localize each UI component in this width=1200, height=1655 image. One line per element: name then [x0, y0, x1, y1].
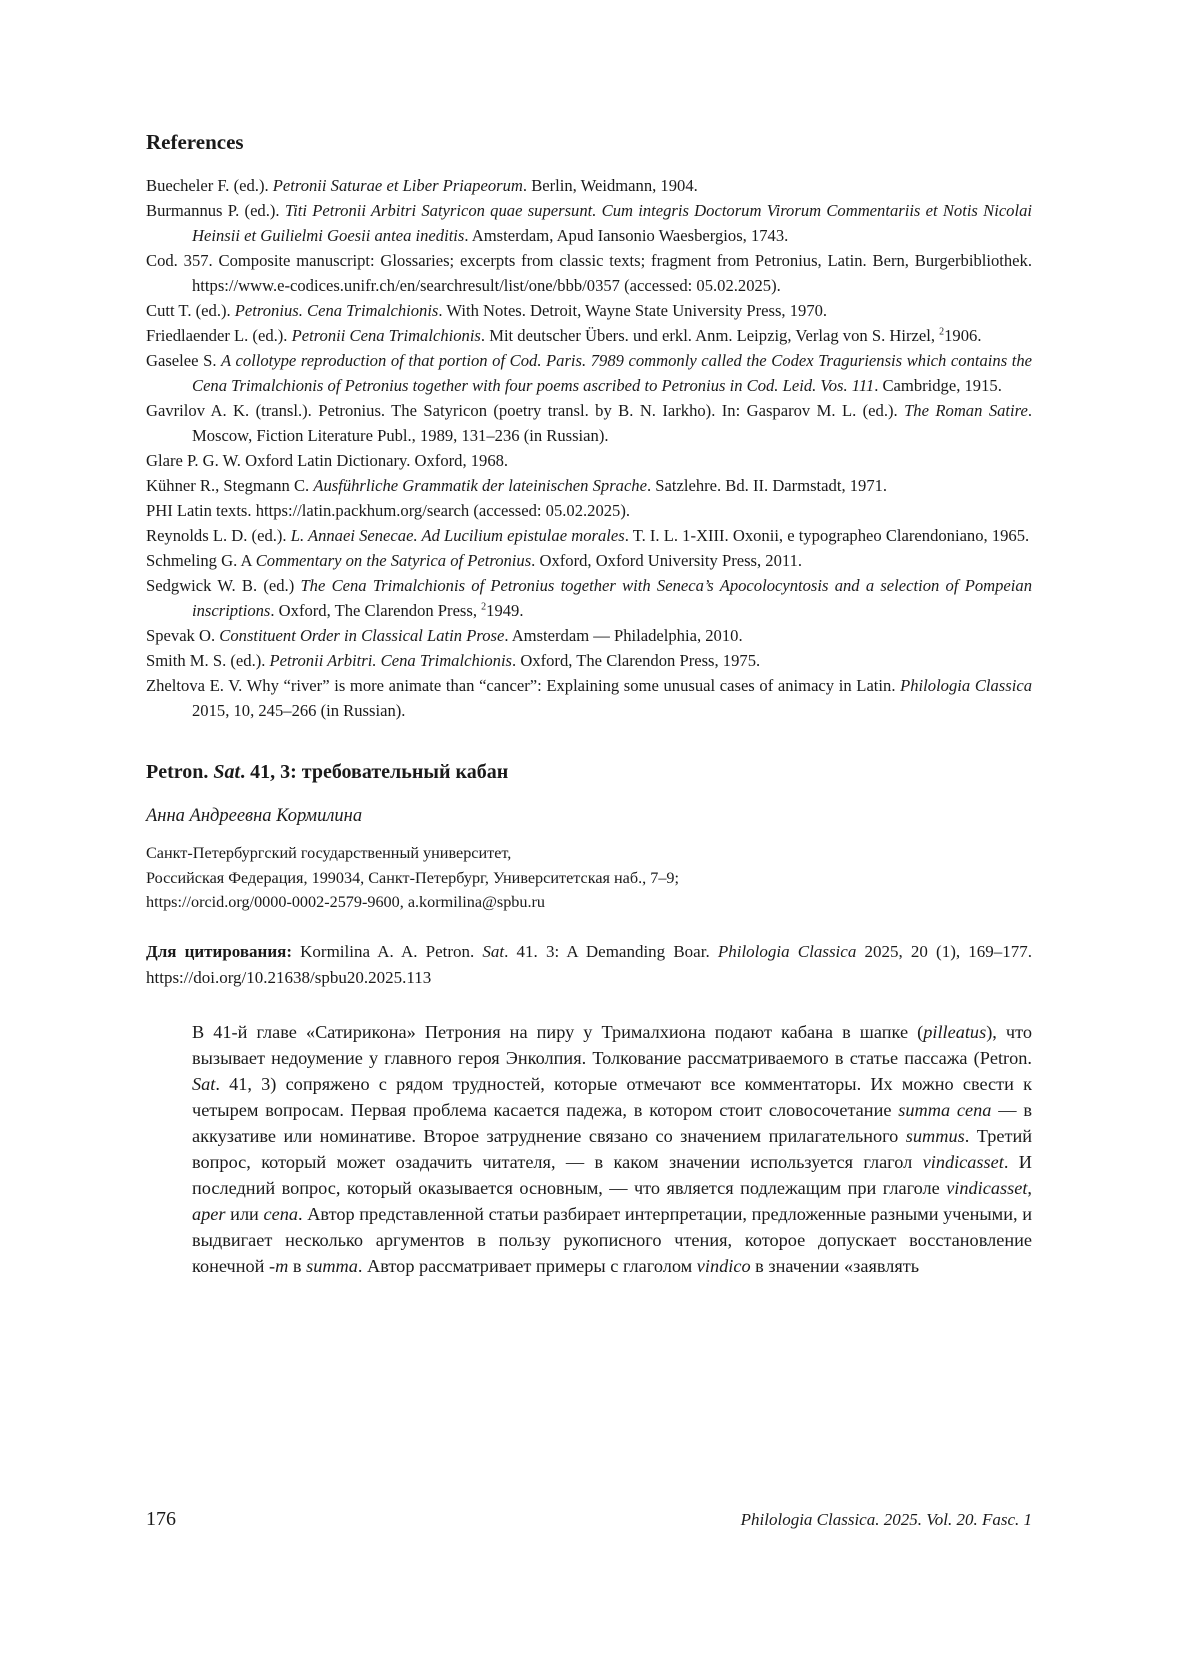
reference-item	[146, 523, 1032, 548]
affiliation-line: Российская Федерация, 199034, Санкт-Петербург, Университетская наб., 7–9;	[146, 868, 680, 887]
text-run: . Третий вопрос, который может озадачить читателя, — в каком значении используется глагол	[192, 1125, 1033, 1172]
italic-text: pilleatus	[923, 1021, 987, 1042]
italic-text: Sat	[213, 761, 241, 783]
reference-item	[146, 548, 1032, 573]
text-run: в значении «заявлять	[750, 1255, 920, 1276]
italic-text: summa cena	[898, 1099, 992, 1120]
italic-text: vindicasset	[922, 1151, 1004, 1172]
italic-text: A collotype reproduction of that portion of Cod. Paris. 7989 commonly called the Codex Traguriensis which contains the Cena Trimalchionis of Petronius together with four poems ascribed to Petronius in Cod. Leid. Vos. 111	[192, 351, 1032, 395]
reference-item	[146, 248, 1032, 298]
reference-item	[146, 623, 1032, 648]
italic-text: Sat	[192, 1073, 216, 1094]
reference-item	[146, 573, 1032, 623]
affiliation-line: https://orcid.org/0000-0002-2579-9600, a.kormilina@spbu.ru	[146, 893, 546, 911]
text-run: . Cambridge, 1915.	[874, 376, 1002, 395]
page-content	[146, 118, 1032, 1279]
reference-item	[146, 673, 1032, 723]
text-run: . Oxford, The Clarendon Press, 1975.	[512, 651, 761, 670]
article-title	[146, 761, 1032, 784]
italic-text: summus	[905, 1125, 965, 1146]
italic-text: -m	[269, 1255, 289, 1276]
text-run: Cutt T. (ed.).	[146, 301, 235, 320]
text-run: 2025, 20 (1), 169–177. https://doi.org/10.21638/spbu20.2025.113	[146, 941, 1033, 987]
text-run: . Mit deutscher Übers. und erkl. Anm. Leipzig, Verlag von S. Hirzel,	[480, 326, 940, 345]
superscript: 2	[939, 326, 945, 338]
citation-label: Для цитирования:	[146, 941, 292, 961]
text-run: . Amsterdam — Philadelphia, 2010.	[504, 626, 743, 645]
text-run: PHI Latin texts. https://latin.packhum.org/search (accessed: 05.02.2025).	[146, 501, 631, 520]
text-run: Friedlaender L. (ed.).	[146, 326, 292, 345]
affiliation	[146, 841, 1032, 915]
text-run: Spevak O.	[146, 626, 220, 645]
text-run: Kormilina A. A. Petron.	[291, 941, 483, 961]
italic-text: cena	[263, 1203, 299, 1224]
italic-text: summa	[306, 1255, 358, 1276]
italic-text: aper	[192, 1203, 226, 1224]
text-run: В 41-й главе «Сатирикона» Петрония на пиру у Трималхиона подают кабана в шапке (	[192, 1021, 924, 1042]
italic-text: Petronii Saturae et Liber Priapeorum	[272, 176, 523, 195]
superscript: 2	[481, 601, 487, 613]
reference-item	[146, 498, 1032, 523]
italic-text: Commentary on the Satyrica of Petronius	[255, 551, 532, 570]
text-run: . 41. 3: A Demanding Boar.	[504, 941, 718, 961]
reference-item	[146, 298, 1032, 323]
author-name: Анна Андреевна Кормилина	[146, 806, 363, 826]
text-run: Gavrilov A. K. (transl.). Petronius. The Satyricon (poetry transl. by B. N. Iarkho). In: Gasparov M. L. (ed.).	[146, 401, 905, 420]
text-run: 2015, 10, 245–266 (in Russian).	[192, 701, 406, 720]
text-run: 1949.	[486, 601, 524, 620]
journal-info: Philologia Classica. 2025. Vol. 20. Fasc. 1	[740, 1510, 1032, 1529]
text-run: . Автор представленной статьи разбирает интерпретации, предложенные разными учеными, и выдвигает несколько аргументов в пользу рукописного чтения, которое допускает восстановление конечной	[192, 1203, 1032, 1276]
italic-text: Ausführliche Grammatik der lateinischen Sprache	[313, 476, 647, 495]
italic-text: Philologia Classica	[900, 676, 1032, 695]
italic-text: The Roman Satire	[904, 401, 1028, 420]
text-run: Cod. 357. Composite manuscript: Glossaries; excerpts from classic texts; fragment from Petronius, Latin. Bern, Burgerbibliothek. https://www.e-codices.unifr.ch/en/searchresult/list/one/bbb/0357 (accessed: 05.02.2025).	[146, 251, 1032, 295]
italic-text: Philologia Classica	[717, 941, 857, 961]
text-run: Buecheler F. (ed.).	[146, 176, 273, 195]
text-run: Burmannus P. (ed.).	[146, 201, 285, 220]
text-run: . Moscow, Fiction Literature Publ., 1989, 131–236 (in Russian).	[192, 401, 1032, 445]
text-run: . Satzlehre. Bd. II. Darmstadt, 1971.	[646, 476, 888, 495]
text-run: . Oxford, The Clarendon Press,	[270, 601, 482, 620]
italic-text: Sat	[482, 941, 505, 961]
text-run: — в аккузативе или номинативе. Второе затруднение связано со значением прилагательного	[192, 1099, 1032, 1146]
text-run: Petron.	[146, 761, 214, 783]
text-run: ), что вызывает недоумение у главного героя Энколпия. Толкование рассматриваемого в статье пассажа (Petron.	[192, 1021, 1032, 1068]
italic-text: The Cena Trimalchionis of Petronius together with Seneca’s Apocolocyntosis and a selection of Pompeian inscriptions	[192, 576, 1032, 620]
text-run: в	[288, 1255, 307, 1276]
page-number: 176	[146, 1508, 176, 1530]
italic-text: Petronii Arbitri. Cena Trimalchionis	[269, 651, 513, 670]
text-run: . 41, 3: требовательный кабан	[240, 761, 509, 783]
text-run: . Amsterdam, Apud Iansonio Waesbergios, 1743.	[464, 226, 789, 245]
italic-text: Petronius. Cena Trimalchionis	[234, 301, 439, 320]
text-run: ,	[1027, 1177, 1032, 1198]
text-run: . With Notes. Detroit, Wayne State University Press, 1970.	[438, 301, 828, 320]
text-run: 1906.	[944, 326, 982, 345]
reference-item	[146, 198, 1032, 248]
text-run: . Berlin, Weidmann, 1904.	[522, 176, 698, 195]
italic-text: L. Annaei Senecae. Ad Lucilium epistulae morales	[290, 526, 625, 545]
text-run: Kühner R., Stegmann C.	[146, 476, 314, 495]
reference-item	[146, 323, 1032, 348]
italic-text: Petronii Cena Trimalchionis	[291, 326, 481, 345]
text-run: . 41, 3) сопряжено с рядом трудностей, которые отмечают все комментаторы. Их можно свести к четырем вопросам. Первая проблема касается падежа, в котором стоит словосочетание	[192, 1073, 1032, 1120]
text-run: Glare P. G. W. Oxford Latin Dictionary. Oxford, 1968.	[146, 451, 509, 470]
text-run: Smith M. S. (ed.).	[146, 651, 270, 670]
reference-item	[146, 348, 1032, 398]
text-run: . И последний вопрос, который оказывается основным, — что является подлежащим при глаголе	[192, 1151, 1033, 1198]
text-run: или	[225, 1203, 264, 1224]
reference-item	[146, 173, 1032, 198]
reference-item	[146, 448, 1032, 473]
text-run: Schmeling G. A	[146, 551, 256, 570]
text-run: . Oxford, Oxford University Press, 2011.	[531, 551, 803, 570]
text-run: Zheltova E. V. Why “river” is more animate than “cancer”: Explaining some unusual cases of animacy in Latin.	[146, 676, 901, 695]
italic-text: vindicasset	[946, 1177, 1028, 1198]
citation-block	[146, 939, 1032, 991]
reference-item	[146, 648, 1032, 673]
abstract	[146, 1019, 1032, 1279]
text-run: Reynolds L. D. (ed.).	[146, 526, 291, 545]
affiliation-line: Санкт-Петербургский государственный университет,	[146, 844, 512, 862]
text-run: . T. I. L. 1-XIII. Oxonii, e typographeo Clarendoniano, 1965.	[624, 526, 1030, 545]
italic-text: Constituent Order in Classical Latin Prose	[219, 626, 505, 645]
reference-item	[146, 398, 1032, 448]
text-run: Sedgwick W. B. (ed.)	[146, 576, 301, 595]
page-footer	[146, 1508, 1032, 1538]
reference-item	[146, 473, 1032, 498]
references-heading: References	[146, 130, 244, 154]
text-run: . Автор рассматривает примеры с глаголом	[357, 1255, 697, 1276]
italic-text: vindico	[696, 1255, 751, 1276]
text-run: Gaselee S.	[146, 351, 222, 370]
italic-text: Titi Petronii Arbitri Satyricon quae supersunt. Cum integris Doctorum Virorum Commentariis et Notis Nicolai Heinsii et Guilielmi Goesii antea ineditis	[192, 201, 1032, 245]
references-list	[146, 173, 1032, 723]
